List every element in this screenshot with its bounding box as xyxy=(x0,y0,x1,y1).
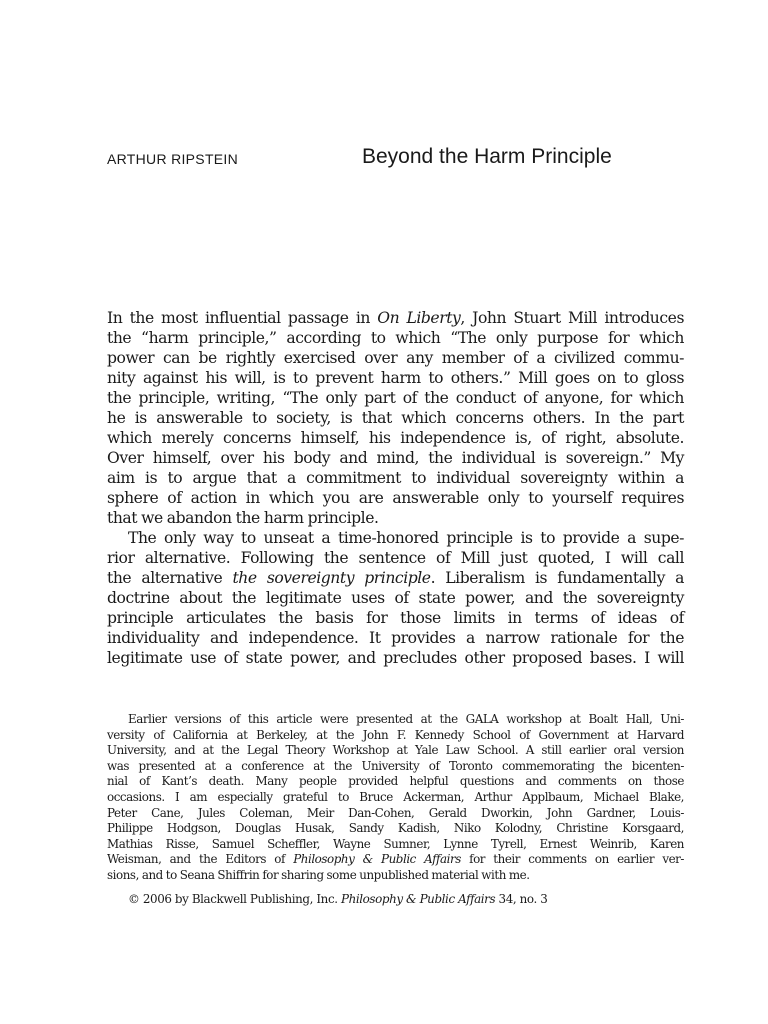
body-line: legitimate use of state power, and precludes other proposed bases. I will xyxy=(107,649,684,667)
body-line: that we abandon the harm principle. xyxy=(107,509,379,527)
text-run: the alternative xyxy=(107,569,233,587)
body-line xyxy=(107,308,684,328)
text-run: . Liberalism is fundamentally a xyxy=(430,569,684,587)
text-run: , John Stuart Mill introduces xyxy=(460,309,684,327)
text-run: 34, no. 3 xyxy=(495,892,548,906)
term-italic: the sovereignty principle xyxy=(232,569,431,587)
text-run: In the most influential passage in xyxy=(107,309,378,327)
body-line: the “harm principle,” according to which “The only purpose for which xyxy=(107,329,684,347)
journal-name-italic: Philosophy & Public Affairs xyxy=(293,852,461,867)
footnote-line: University, and at the Legal Theory Workshop at Yale Law School. A still earlier oral version xyxy=(107,743,684,758)
footnote-line: Mathias Risse, Samuel Scheffler, Wayne Sumner, Lynne Tyrell, Ernest Weinrib, Karen xyxy=(107,836,684,851)
body-line: doctrine about the legitimate uses of state power, and the sovereignty xyxy=(107,589,684,607)
body-line: The only way to unseat a time-honored principle is to provide a supe- xyxy=(128,529,684,547)
book-title-italic: On Liberty xyxy=(377,309,461,327)
footnote-line xyxy=(107,852,684,868)
copyright-notice xyxy=(128,892,547,906)
body-line: he is answerable to society, is that which concerns others. In the part xyxy=(107,409,684,427)
body-line: rior alternative. Following the sentence of Mill just quoted, I will call xyxy=(107,549,684,567)
body-line: power can be rightly exercised over any member of a civilized commu- xyxy=(107,349,684,367)
footnote-line: was presented at a conference at the University of Toronto commemorating the bicenten- xyxy=(107,758,684,773)
body-line: which merely concerns himself, his independence is, of right, absolute. xyxy=(107,429,684,447)
footnote-line: Philippe Hodgson, Douglas Husak, Sandy Kadish, Niko Kolodny, Christine Korsgaard, xyxy=(107,821,684,836)
body-line: aim is to argue that a commitment to individual sovereignty within a xyxy=(107,469,684,487)
footnote-line: Peter Cane, Jules Coleman, Meir Dan-Cohen, Gerald Dworkin, John Gardner, Louis- xyxy=(107,805,684,820)
acknowledgement-footnote xyxy=(107,712,684,884)
body-line xyxy=(107,568,684,588)
journal-name-italic: Philosophy & Public Affairs xyxy=(340,892,496,906)
body-line: sphere of action in which you are answerable only to yourself requires xyxy=(107,489,684,507)
author-name: ARTHUR RIPSTEIN xyxy=(107,151,239,167)
text-run: for their comments on earlier ver- xyxy=(460,852,684,867)
text-run: Weisman, and the Editors of xyxy=(107,852,294,867)
footnote-line: versity of California at Berkeley, at the John F. Kennedy School of Government at Harvard xyxy=(107,727,684,742)
footnote-line: nial of Kant’s death. Many people provided helpful questions and comments on those xyxy=(107,774,684,789)
article-title: Beyond the Harm Principle xyxy=(362,145,612,168)
body-line: nity against his will, is to prevent harm to others.” Mill goes on to gloss xyxy=(107,369,684,387)
body-line: the principle, writing, “The only part of the conduct of anyone, for which xyxy=(107,389,684,407)
footnote-line: Earlier versions of this article were presented at the GALA workshop at Boalt Hall, Uni- xyxy=(128,712,684,726)
body-line: principle articulates the basis for those limits in terms of ideas of xyxy=(107,609,684,627)
text-run: © 2006 by Blackwell Publishing, Inc. xyxy=(128,892,341,906)
footnote-line: sions, and to Seana Shiffrin for sharing some unpublished material with me. xyxy=(107,867,530,882)
body-line: individuality and independence. It provides a narrow rationale for the xyxy=(107,629,684,647)
body-line: Over himself, over his body and mind, the individual is sovereign.” My xyxy=(107,449,684,467)
article-body xyxy=(107,308,684,668)
footnote-line: occasions. I am especially grateful to Bruce Ackerman, Arthur Applbaum, Michael Blake, xyxy=(107,789,684,804)
